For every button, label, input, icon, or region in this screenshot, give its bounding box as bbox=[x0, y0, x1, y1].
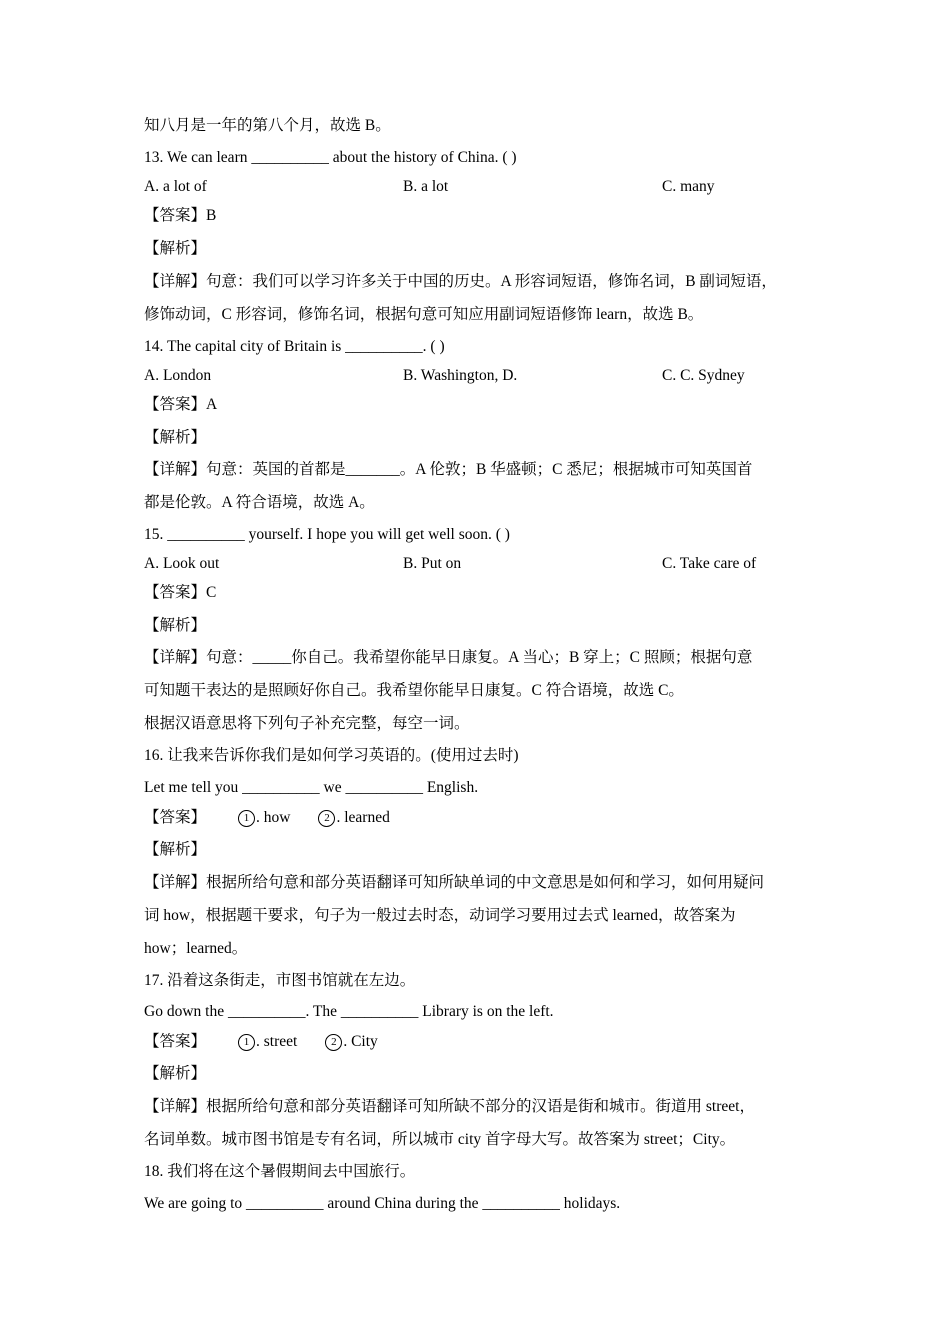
answer-label: 【答案】 bbox=[144, 1033, 207, 1050]
q13-analysis-label: 【解析】 bbox=[144, 240, 207, 257]
q17-english: Go down the __________. The __________ Library is on the left. bbox=[144, 1003, 554, 1020]
q17-detail-line: 【详解】根据所给句意和部分英语翻译可知所缺不部分的汉语是街和城市。街道用 street， bbox=[144, 1098, 755, 1115]
question-13: 13. We can learn __________ about the history of China. ( ) bbox=[144, 149, 517, 166]
circled-number-2: 2 bbox=[318, 810, 335, 827]
question-16: 16. 让我来告诉你我们是如何学习英语的。(使用过去时) bbox=[144, 747, 519, 764]
q15-option-a: A. Look out bbox=[144, 555, 220, 572]
q16-detail-line: 【详解】根据所给句意和部分英语翻译可知所缺单词的中文意思是如何和学习，如何用疑问 bbox=[144, 874, 765, 891]
answer-1: . how bbox=[256, 809, 291, 826]
q17-detail-line: 名词单数。城市图书馆是专有名词，所以城市 city 首字母大写。故答案为 street；City。 bbox=[144, 1131, 736, 1148]
q14-answer: 【答案】A bbox=[144, 396, 218, 413]
question-18: 18. 我们将在这个暑假期间去中国旅行。 bbox=[144, 1163, 416, 1180]
q14-option-b: B. Washington, D. bbox=[403, 367, 518, 384]
q15-analysis-label: 【解析】 bbox=[144, 617, 207, 634]
q16-english: Let me tell you __________ we __________ English. bbox=[144, 779, 479, 796]
q13-option-c: C. many bbox=[662, 178, 715, 195]
circled-number-1: 1 bbox=[238, 1034, 255, 1051]
q13-option-a: A. a lot of bbox=[144, 178, 207, 195]
q18-english: We are going to __________ around China during the __________ holidays. bbox=[144, 1195, 621, 1212]
q13-detail-line: 修饰动词，C 形容词，修饰名词，根据句意可知应用副词短语修饰 learn，故选 B。 bbox=[144, 306, 704, 323]
question-14: 14. The capital city of Britain is __________. ( ) bbox=[144, 338, 445, 355]
q13-answer: 【答案】B bbox=[144, 207, 217, 224]
q15-answer: 【答案】C bbox=[144, 584, 217, 601]
text-line: 知八月是一年的第八个月，故选 B。 bbox=[144, 117, 391, 134]
q16-detail-line: 词 how，根据题干要求，句子为一般过去时态，动词学习要用过去式 learned，故答案为 bbox=[144, 907, 736, 924]
answer-2: . learned bbox=[336, 809, 390, 826]
q15-detail-line: 可知题干表达的是照顾好你自己。我希望你能早日康复。C 符合语境，故选 C。 bbox=[144, 682, 684, 699]
q14-option-a: A. London bbox=[144, 367, 212, 384]
q17-analysis-label: 【解析】 bbox=[144, 1065, 207, 1082]
q14-detail-line: 都是伦敦。A 符合语境，故选 A。 bbox=[144, 494, 375, 511]
section-instruction: 根据汉语意思将下列句子补充完整，每空一词。 bbox=[144, 715, 470, 732]
q16-analysis-label: 【解析】 bbox=[144, 841, 207, 858]
q16-answer bbox=[144, 808, 390, 828]
question-15: 15. __________ yourself. I hope you will get well soon. ( ) bbox=[144, 526, 510, 543]
q14-option-c: C. C. Sydney bbox=[662, 367, 745, 384]
q14-detail-line: 【详解】句意：英国的首都是_______。A 伦敦；B 华盛顿；C 悉尼；根据城市可知英国首 bbox=[144, 461, 753, 478]
q15-detail-line: 【详解】句意：_____你自己。我希望你能早日康复。A 当心；B 穿上；C 照顾；根据句意 bbox=[144, 649, 753, 666]
answer-label: 【答案】 bbox=[144, 809, 207, 826]
q15-option-b: B. Put on bbox=[403, 555, 462, 572]
q15-option-c: C. Take care of bbox=[662, 555, 757, 572]
q13-option-b: B. a lot bbox=[403, 178, 449, 195]
circled-number-1: 1 bbox=[238, 810, 255, 827]
answer-2: . City bbox=[343, 1033, 378, 1050]
answer-1: . street bbox=[256, 1033, 298, 1050]
q17-answer bbox=[144, 1032, 378, 1052]
q13-detail-line: 【详解】句意：我们可以学习许多关于中国的历史。A 形容词短语，修饰名词，B 副词短语， bbox=[144, 273, 777, 290]
question-17: 17. 沿着这条街走，市图书馆就在左边。 bbox=[144, 972, 416, 989]
q16-detail-line: how；learned。 bbox=[144, 940, 248, 957]
circled-number-2: 2 bbox=[325, 1034, 342, 1051]
q14-analysis-label: 【解析】 bbox=[144, 429, 207, 446]
